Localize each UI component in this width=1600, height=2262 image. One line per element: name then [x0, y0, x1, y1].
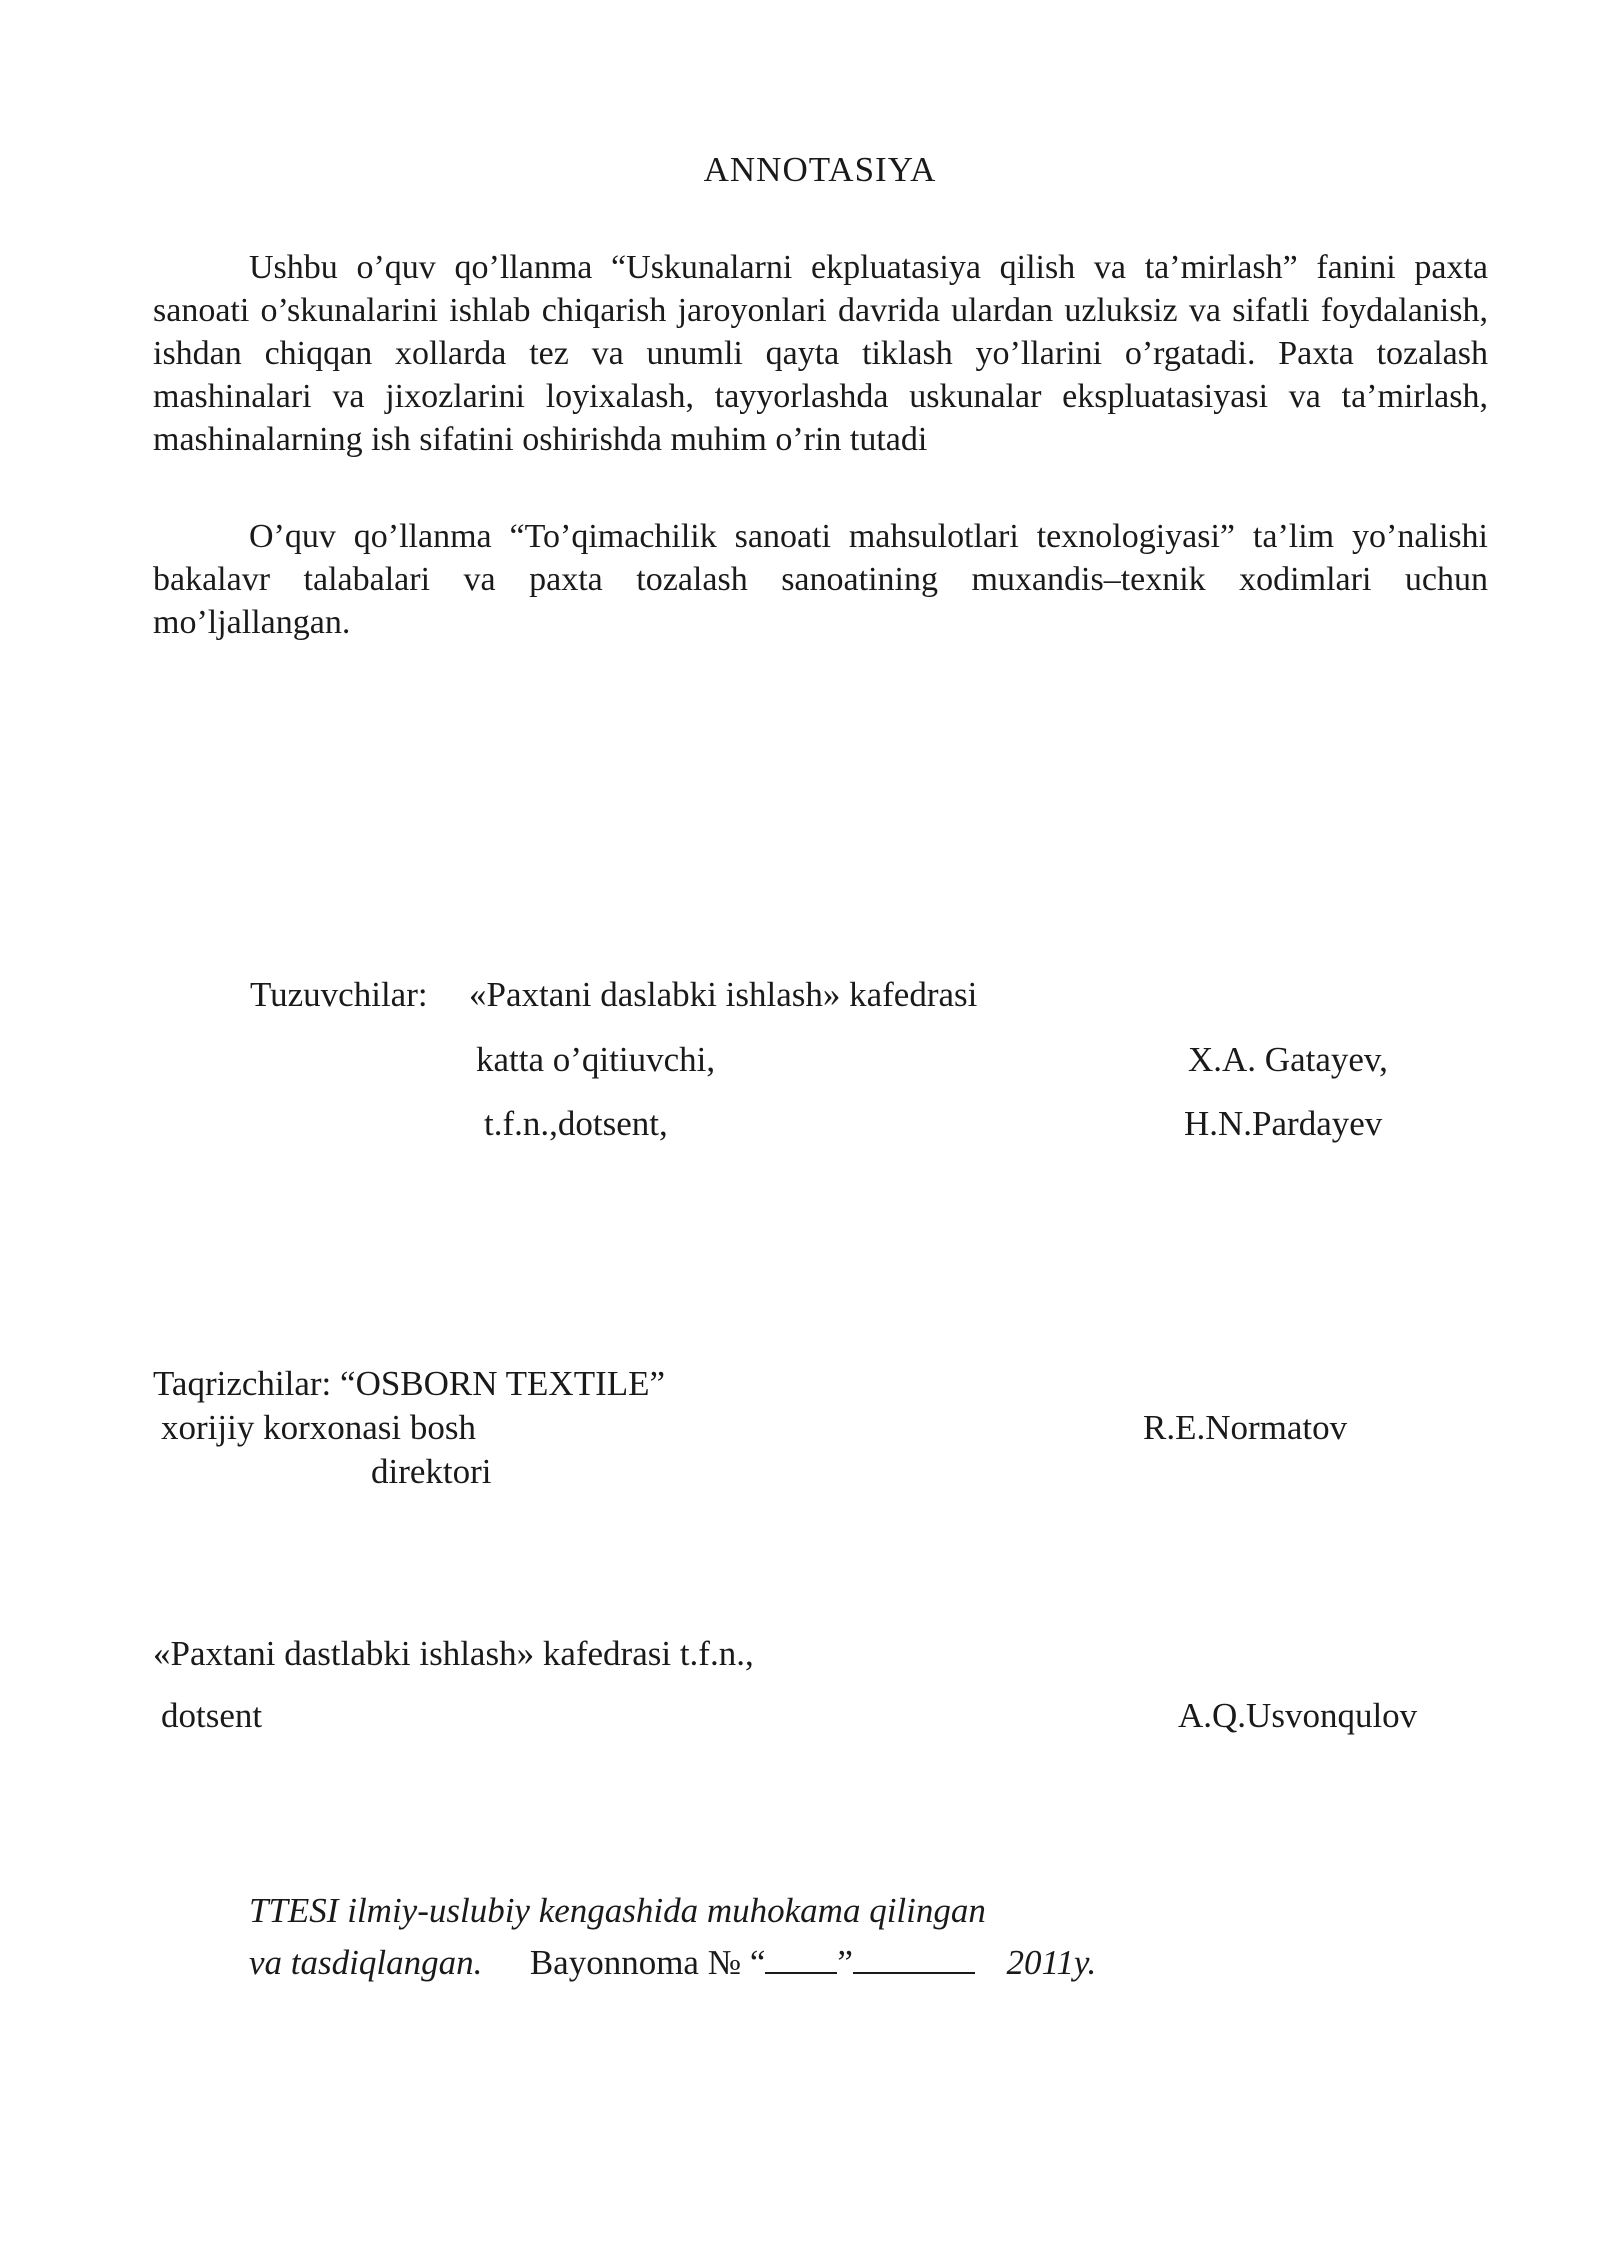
reviewer-company: “OSBORN TEXTILE” — [340, 1364, 666, 1403]
protocol-month-blank — [853, 1944, 975, 1974]
reviewer-2-affiliation: «Paxtani dastlabki ishlash» kafedrasi t.f.n., — [153, 1634, 754, 1673]
annotation-paragraph-1: Ushbu o’quv qo’llanma “Uskunalarni ekpluatasiya qilish va ta’mirlash” fanini paxta sanoati o’skunalarini ishlab chiqarish jaroyonlari davrida ulardan uzluksiz va sifatli foydalanish, ishdan chiqqan xollarda tez va unumli qayta tiklash yo’llarini o’rgatadi. Paxta tozalash mashinalari va jixozlarini loyixalash, tayyorlashda uskunalar ekspluatasiyasi va ta’mirlash, mashinalarning ish sifatini oshirishda muhim o’rin tutadi — [153, 249, 1488, 458]
reviewer-1-position-line-2: direktori — [371, 1452, 492, 1491]
reviewer-1-position-line-1: xorijiy korxonasi bosh — [161, 1408, 476, 1447]
approval-text: va tasdiqlangan. — [249, 1943, 483, 1982]
protocol-label: Bayonnoma № “ — [529, 1943, 766, 1982]
approval-line-1: TTESI ilmiy-uslubiy kengashida muhokama qilingan — [249, 1891, 986, 1930]
compiler-2-position: t.f.n.,dotsent, — [484, 1104, 668, 1143]
annotation-paragraph-2: O’quv qo’llanma “To’qimachilik sanoati mahsulotlari texnologiyasi” ta’lim yo’nalishi bakalavr talabalari va paxta tozalash sanoatining muxandis–texnik xodimlari uchun mo’ljallangan. — [153, 518, 1488, 641]
compiler-1-position: katta o’qitiuvchi, — [476, 1040, 716, 1079]
reviewer-2-name: A.Q.Usvonqulov — [1178, 1696, 1418, 1735]
protocol-year: 2011y. — [1006, 1943, 1097, 1982]
compiler-2-name: H.N.Pardayev — [1184, 1104, 1383, 1143]
reviewers-line — [153, 1364, 665, 1404]
approval-line-2 — [249, 1943, 1096, 1983]
reviewer-2-position: dotsent — [161, 1696, 263, 1735]
protocol-quote-close: ” — [837, 1943, 853, 1982]
compilers-label: Tuzuvchilar: — [250, 975, 428, 1014]
reviewers-label: Taqrizchilar: — [153, 1364, 332, 1403]
page-title: ANNOTASIYA — [703, 150, 937, 189]
compiler-1-name: X.A. Gatayev, — [1188, 1040, 1388, 1079]
reviewer-1-name: R.E.Normatov — [1143, 1408, 1348, 1447]
protocol-day-blank — [765, 1944, 837, 1974]
compilers-department: «Paxtani daslabki ishlash» kafedrasi — [469, 975, 978, 1014]
